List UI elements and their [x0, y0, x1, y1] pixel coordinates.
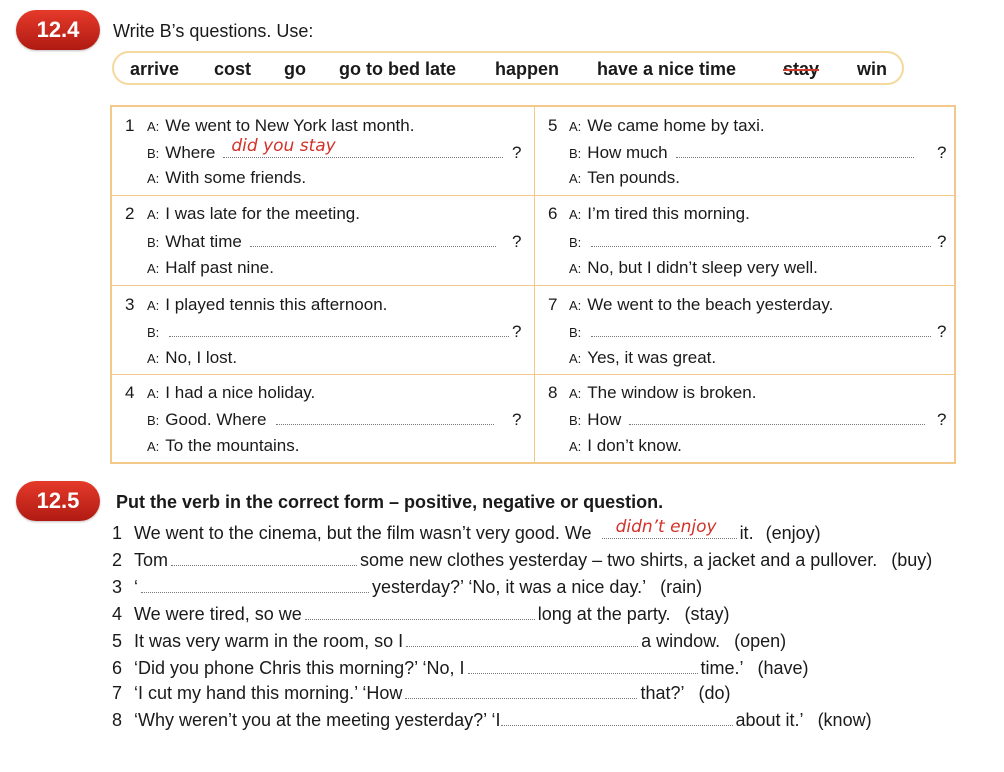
speaker-label: A: — [147, 119, 160, 134]
question-mark: ? — [937, 410, 947, 429]
line-a-reply: No, but I didn’t sleep very well. — [587, 258, 818, 277]
item-text-before: It was very warm in the room, so I — [134, 631, 404, 651]
exercise-item — [112, 710, 962, 731]
line-a-reply: Ten pounds. — [587, 168, 680, 187]
line-a-reply: Half past nine. — [165, 258, 274, 277]
dialogue-item — [535, 375, 955, 463]
dialogue-item — [535, 107, 955, 195]
line-a-reply: With some friends. — [165, 168, 307, 187]
speaker-label: A: — [569, 439, 582, 454]
item-text-before: ‘ — [134, 577, 138, 597]
dialogue-item — [112, 107, 532, 195]
exercise-item — [112, 604, 962, 625]
answer-blank[interactable] — [591, 322, 931, 337]
item-text-after: it. — [739, 523, 754, 543]
speaker-label: B: — [147, 235, 160, 250]
item-text-after: about it.’ — [735, 710, 804, 730]
item-number: 8 — [112, 710, 123, 730]
answer-blank[interactable] — [276, 410, 494, 425]
speaker-label: A: — [147, 351, 160, 366]
answer-text: didn’t enjoy — [615, 517, 717, 537]
question-mark: ? — [937, 232, 947, 251]
exercise-instruction: Put the verb in the correct form – positive, negative or question. — [116, 492, 664, 512]
item-text-before: ‘Did you phone Chris this morning?’ ‘No, I — [134, 658, 465, 678]
dialogue-item — [535, 196, 955, 284]
line-b: How — [587, 410, 622, 429]
answer-blank[interactable] — [305, 605, 535, 620]
word-box-item: have a nice time — [597, 59, 737, 79]
verb-hint: (buy) — [891, 550, 933, 570]
dialogue-grid — [110, 105, 956, 464]
line-a-reply: I don’t know. — [587, 436, 682, 455]
answer-blank[interactable] — [629, 410, 925, 425]
line-a: I played tennis this afternoon. — [165, 295, 388, 314]
dialogue-item — [112, 375, 532, 463]
line-b: How much — [587, 143, 668, 162]
question-mark: ? — [512, 143, 522, 162]
exercise-item — [112, 517, 962, 544]
line-a: I was late for the meeting. — [165, 204, 360, 223]
item-number: 6 — [112, 658, 123, 678]
item-number: 1 — [125, 116, 135, 135]
verb-hint: (have) — [757, 658, 809, 678]
item-number: 2 — [112, 550, 123, 570]
question-mark: ? — [512, 322, 522, 341]
exercise-item — [112, 683, 962, 704]
dialogue-item — [112, 286, 532, 374]
speaker-label: B: — [569, 146, 582, 161]
item-text-before: Tom — [134, 550, 169, 570]
item-number: 2 — [125, 204, 135, 223]
answer-blank[interactable] — [250, 232, 496, 247]
speaker-label: A: — [569, 171, 582, 186]
item-text-before: We went to the cinema, but the film wasn’t very good. We — [134, 523, 592, 543]
item-text-after: time.’ — [700, 658, 744, 678]
word-box-item: go — [284, 59, 306, 79]
speaker-label: A: — [147, 386, 160, 401]
answer-blank[interactable] — [141, 578, 369, 593]
item-number: 4 — [112, 604, 123, 624]
line-a: We went to the beach yesterday. — [587, 295, 834, 314]
item-number: 4 — [125, 383, 135, 402]
line-b: What time — [165, 232, 242, 251]
speaker-label: A: — [569, 386, 582, 401]
exercise-instruction: Write B’s questions. Use: — [113, 21, 314, 41]
item-text-after: that?’ — [640, 683, 685, 703]
line-b: Where — [165, 143, 216, 162]
answer-blank[interactable] — [171, 551, 357, 566]
line-a-reply: Yes, it was great. — [587, 348, 717, 367]
question-mark: ? — [512, 410, 522, 429]
verb-hint: (rain) — [660, 577, 703, 597]
line-a: I had a nice holiday. — [165, 383, 316, 402]
line-a: We came home by taxi. — [587, 116, 765, 135]
speaker-label: A: — [569, 119, 582, 134]
item-number: 1 — [112, 523, 123, 543]
line-a: We went to New York last month. — [165, 116, 415, 135]
question-mark: ? — [937, 322, 947, 341]
speaker-label: A: — [147, 298, 160, 313]
answer-blank[interactable] — [602, 517, 737, 539]
exercise-item — [112, 631, 962, 652]
exercise-item — [112, 550, 962, 571]
answer-blank[interactable] — [405, 684, 637, 699]
answer-text: did you stay — [231, 136, 336, 156]
exercise-number-badge: 12.4 — [16, 10, 100, 50]
answer-blank[interactable] — [501, 711, 733, 726]
word-box-item: go to bed late — [339, 59, 456, 79]
line-a: I’m tired this morning. — [587, 204, 750, 223]
dialogue-item — [112, 196, 532, 284]
word-box — [112, 51, 904, 85]
verb-hint: (enjoy) — [765, 523, 821, 543]
answer-blank[interactable] — [406, 632, 638, 647]
item-number: 7 — [112, 683, 123, 703]
dialogue-item — [535, 286, 955, 374]
speaker-label: A: — [147, 439, 160, 454]
speaker-label: B: — [569, 413, 582, 428]
answer-blank[interactable] — [223, 136, 503, 158]
word-box-item: win — [857, 59, 887, 79]
line-b: Good. Where — [165, 410, 267, 429]
exercise-item — [112, 658, 962, 679]
line-a-reply: No, I lost. — [165, 348, 238, 367]
speaker-label: A: — [569, 351, 582, 366]
speaker-label: B: — [147, 413, 160, 428]
speaker-label: B: — [147, 146, 160, 161]
exercise-number-badge: 12.5 — [16, 481, 100, 521]
speaker-label: A: — [147, 261, 160, 276]
item-number: 7 — [548, 295, 558, 314]
speaker-label: A: — [569, 207, 582, 222]
exercise-item — [112, 577, 962, 598]
item-number: 6 — [548, 204, 558, 223]
item-text-before: We were tired, so we — [134, 604, 302, 624]
speaker-label: A: — [147, 207, 160, 222]
verb-hint: (stay) — [684, 604, 730, 624]
item-text-after: long at the party. — [537, 604, 671, 624]
speaker-label: A: — [569, 298, 582, 313]
answer-blank[interactable] — [169, 322, 509, 337]
word-box-item: arrive — [130, 59, 180, 79]
item-text-after: a window. — [641, 631, 721, 651]
speaker-label: B: — [147, 325, 160, 340]
item-text-before: ‘Why weren’t you at the meeting yesterday?’ ‘I — [134, 710, 501, 730]
answer-blank[interactable] — [468, 659, 698, 674]
item-number: 5 — [548, 116, 558, 135]
line-a: The window is broken. — [587, 383, 757, 402]
line-a-reply: To the mountains. — [165, 436, 300, 455]
item-number: 3 — [112, 577, 123, 597]
question-mark: ? — [512, 232, 522, 251]
item-text-after: yesterday?’ ‘No, it was a nice day.’ — [372, 577, 647, 597]
speaker-label: A: — [147, 171, 160, 186]
item-number: 5 — [112, 631, 123, 651]
question-mark: ? — [937, 143, 947, 162]
answer-blank[interactable] — [676, 143, 914, 158]
item-number: 3 — [125, 295, 135, 314]
verb-hint: (do) — [698, 683, 731, 703]
answer-blank[interactable] — [591, 232, 931, 247]
item-text-before: ‘I cut my hand this morning.’ ‘How — [134, 683, 403, 703]
verb-hint: (know) — [817, 710, 872, 730]
speaker-label: A: — [569, 261, 582, 276]
word-box-item: cost — [214, 59, 252, 79]
speaker-label: B: — [569, 235, 582, 250]
item-text-after: some new clothes yesterday – two shirts, a jacket and a pullover. — [360, 550, 878, 570]
verb-hint: (open) — [734, 631, 787, 651]
word-box-item: happen — [495, 59, 560, 79]
speaker-label: B: — [569, 325, 582, 340]
word-box-item-used: stay — [783, 59, 820, 79]
item-number: 8 — [548, 383, 558, 402]
